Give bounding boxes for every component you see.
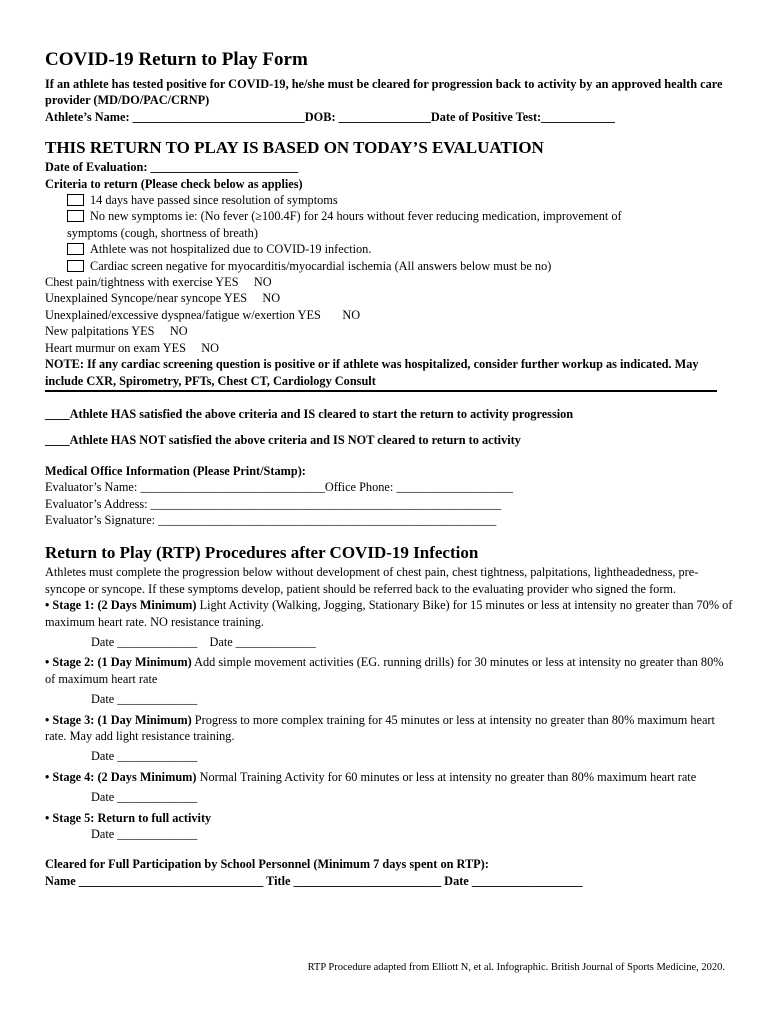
criteria-item: [45, 258, 735, 274]
rtp-intro: Athletes must complete the progression below without development of chest pain, chest tightness, palpitations, lightheadedness, pre-syncope or syncope. If these symptoms develop, patient should be referred back to the evaluating provider who signed the form.: [45, 565, 699, 596]
screen-question-dyspnea[interactable]: Unexplained/excessive dyspnea/fatigue w/exertion YES NO: [45, 307, 361, 322]
criteria-item-label: 14 days have passed since resolution of symptoms: [90, 193, 338, 208]
criteria-item-label: No new symptoms ie: (No fever (≥100.4F) for 24 hours without fever reducing medication, improvement of: [90, 209, 622, 224]
stage-5-label: • Stage 5: Return to full activity: [45, 810, 212, 825]
criteria-item-label: Athlete was not hospitalized due to COVID-19 infection.: [90, 242, 372, 257]
checkbox-no-new-symptoms[interactable]: [67, 210, 84, 222]
intro-text: If an athlete has tested positive for COVID-19, he/she must be cleared for progression back to activity by an approved health care provider (MD/DO/PAC/CRNP): [45, 77, 723, 108]
form-title: COVID-19 Return to Play Form: [45, 49, 308, 70]
criteria-item-label: Cardiac screen negative for myocarditis/myocardial ischemia (All answers below must be no): [90, 258, 552, 273]
checkbox-not-hospitalized[interactable]: [67, 243, 84, 255]
stage-1-dates[interactable]: Date _____________ Date _____________: [91, 634, 316, 649]
evaluation-section-title: THIS RETURN TO PLAY IS BASED ON TODAY’S EVALUATION: [45, 138, 544, 158]
screen-question-palpitations[interactable]: New palpitations YES NO: [45, 324, 188, 339]
stage-1-label: • Stage 1: (2 Days Minimum): [45, 598, 197, 613]
rtp-section-title: Return to Play (RTP) Procedures after COVID-19 Infection: [45, 543, 479, 563]
stage-4-label: • Stage 4: (2 Days Minimum): [45, 769, 197, 784]
stage-1-text: Light Activity (Walking, Jogging, Stationary Bike) for 15 minutes or less at intensity no greater than 70% of maximum heart rate. NO resistance training.: [45, 598, 733, 629]
checkbox-cardiac-screen[interactable]: [67, 260, 84, 272]
evaluator-name-line[interactable]: Evaluator’s Name: ______________________________Office Phone: ___________________: [45, 480, 514, 495]
stage-4-date[interactable]: Date _____________: [91, 790, 198, 805]
screen-question-chest-pain[interactable]: Chest pain/tightness with exercise YES NO: [45, 275, 272, 290]
medical-office-heading: Medical Office Information (Please Print/Stamp):: [45, 463, 306, 478]
stage-4: [45, 769, 735, 785]
stage-3: [45, 712, 735, 745]
cleared-yes-line[interactable]: ____Athlete HAS satisfied the above criteria and IS cleared to start the return to activity progression: [45, 406, 574, 421]
stage-1: [45, 597, 735, 630]
cardiac-note: NOTE: If any cardiac screening question is positive or if athlete was hospitalized, consider further workup as indicated. May include CXR, Spirometry, PFTs, Chest CT, Cardiology Consult: [45, 357, 699, 388]
criteria-heading: Criteria to return (Please check below as applies): [45, 176, 303, 191]
criteria-item: [45, 241, 735, 257]
criteria-item: [45, 208, 735, 224]
checkbox-14-days[interactable]: [67, 194, 84, 206]
school-cleared-line[interactable]: Name ______________________________ Title ________________________ Date __________________: [45, 873, 583, 888]
stage-4-text: Normal Training Activity for 60 minutes or less at intensity no greater than 80% maximum heart rate: [196, 769, 697, 784]
stage-2-text: Add simple movement activities (EG. running drills) for 30 minutes or less at intensity no greater than 80% of maximum heart rate: [45, 655, 724, 686]
criteria-item-continuation: symptoms (cough, shortness of breath): [67, 225, 258, 240]
screen-question-heart-murmur[interactable]: Heart murmur on exam YES NO: [45, 340, 220, 355]
stage-3-text: Progress to more complex training for 45 minutes or less at intensity no greater than 80% maximum heart rate. May add light resistance training.: [45, 712, 715, 743]
cleared-no-line[interactable]: ____Athlete HAS NOT satisfied the above criteria and IS NOT cleared to return to activity: [45, 433, 521, 448]
stage-2: [45, 654, 735, 687]
stage-2-label: • Stage 2: (1 Day Minimum): [45, 655, 192, 670]
criteria-item: [45, 192, 735, 208]
stage-3-label: • Stage 3: (1 Day Minimum): [45, 712, 192, 727]
date-of-evaluation-line[interactable]: Date of Evaluation: ________________________: [45, 160, 299, 175]
stage-2-date[interactable]: Date _____________: [91, 692, 198, 707]
footer-citation: RTP Procedure adapted from Elliott N, et al. Infographic. British Journal of Sports Medicine, 2020.: [307, 962, 725, 973]
evaluator-signature-line[interactable]: Evaluator’s Signature: _______________________________________________________: [45, 512, 497, 527]
evaluator-address-line[interactable]: Evaluator’s Address: _________________________________________________________: [45, 496, 502, 511]
screen-question-syncope[interactable]: Unexplained Syncope/near syncope YES NO: [45, 291, 281, 306]
stage-5-date[interactable]: Date _____________: [91, 827, 198, 842]
stage-5: [45, 810, 735, 826]
form-page: [45, 48, 735, 889]
school-cleared-heading: Cleared for Full Participation by School Personnel (Minimum 7 days spent on RTP):: [45, 857, 489, 872]
stage-3-date[interactable]: Date _____________: [91, 749, 198, 764]
athlete-info-line[interactable]: Athlete’s Name: ____________________________DOB: _______________Date of Positive Test:____________: [45, 109, 615, 124]
